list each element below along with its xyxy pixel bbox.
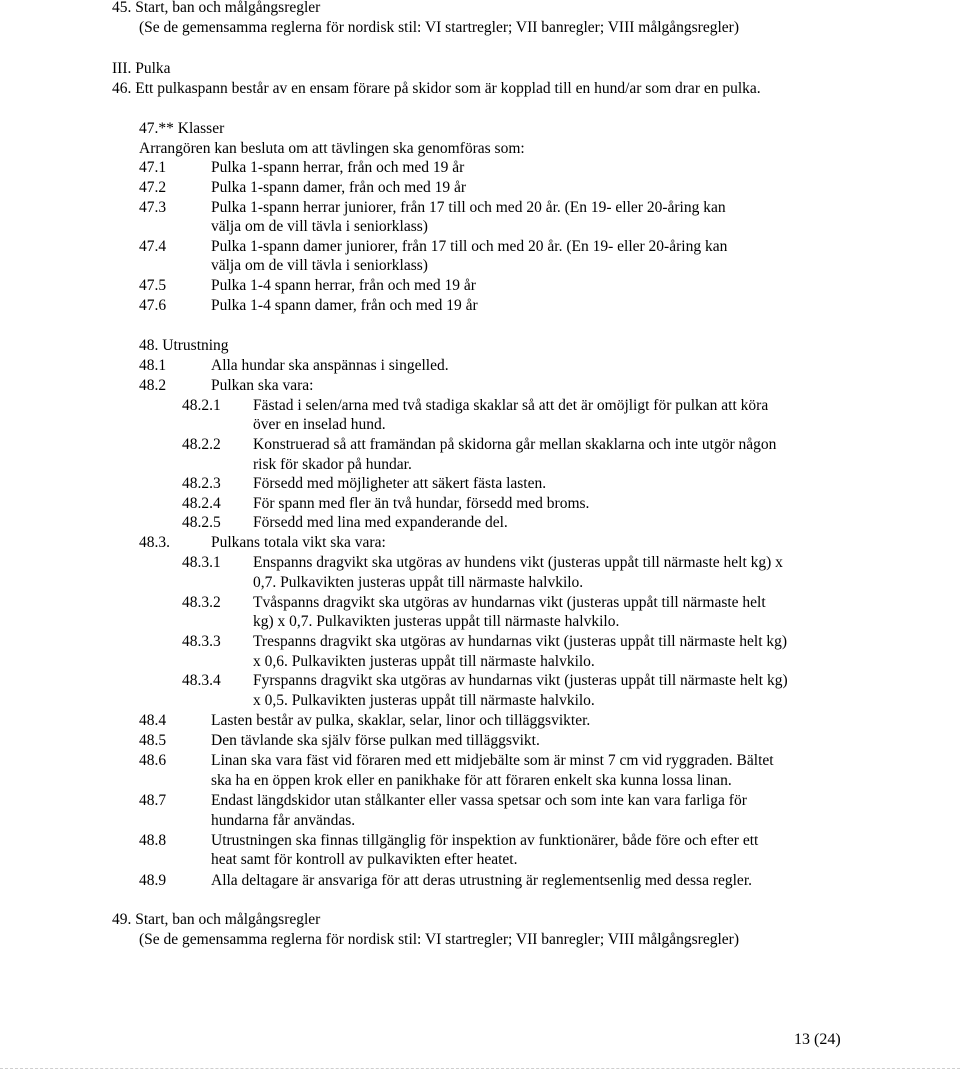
item-number: 48.2.5 xyxy=(182,514,221,531)
item-number: 47.4 xyxy=(139,238,167,255)
item-number: 48.3.3 xyxy=(182,633,221,650)
item-text: 0,7. Pulkavikten justeras uppåt till närmaste halvkilo. xyxy=(253,574,584,591)
section-47-intro: Arrangören kan besluta om att tävlingen ska genomföras som: xyxy=(139,140,525,157)
item-number: 48.2.2 xyxy=(182,436,221,453)
item-text: Pulka 1-spann herrar juniorer, från 17 till och med 20 år. (En 19- eller 20-åring kan xyxy=(211,199,726,216)
item-text: Pulka 1-4 spann damer, från och med 19 år xyxy=(211,297,478,314)
item-text: kg) x 0,7. Pulkavikten justeras uppåt till närmaste halvkilo. xyxy=(253,613,620,630)
item-text: Alla deltagare är ansvariga för att deras utrustning är reglementsenlig med dessa regler. xyxy=(211,872,752,889)
item-text: Fästad i selen/arna med två stadiga skaklar så att det är omöjligt för pulkan att köra xyxy=(253,397,769,414)
item-number: 48.2.4 xyxy=(182,495,221,512)
item-text: välja om de vill tävla i seniorklass) xyxy=(211,218,428,235)
item-text: heat samt för kontroll av pulkavikten efter heatet. xyxy=(211,851,518,868)
item-text: Trespanns dragvikt ska utgöras av hundarnas vikt (justeras uppåt till närmaste helt kg) xyxy=(253,633,788,650)
section-48-heading: 48. Utrustning xyxy=(139,337,229,354)
item-text: Pulka 1-spann damer juniorer, från 17 till och med 20 år. (En 19- eller 20-åring kan xyxy=(211,238,728,255)
item-text: Linan ska vara fäst vid föraren med ett midjebälte som är minst 7 cm vid ryggraden. Bältet xyxy=(211,752,774,769)
item-text: hundarna får användas. xyxy=(211,812,356,829)
item-number: 47.6 xyxy=(139,297,167,314)
page-bottom-divider xyxy=(0,1068,960,1069)
item-number: 48.3.2 xyxy=(182,594,221,611)
item-text: Pulka 1-spann herrar, från och med 19 år xyxy=(211,159,465,176)
item-text: Utrustningen ska finnas tillgänglig för inspektion av funktionärer, både före och efter ett xyxy=(211,832,759,849)
item-number: 48.2.1 xyxy=(182,397,221,414)
item-number: 48.4 xyxy=(139,712,167,729)
item-number: 48.2 xyxy=(139,377,167,394)
item-number: 47.5 xyxy=(139,277,167,294)
item-number: 47.1 xyxy=(139,159,167,176)
item-number: 48.1 xyxy=(139,357,167,374)
item-text: Endast längdskidor utan stålkanter eller vassa spetsar och som inte kan vara farliga för xyxy=(211,792,747,809)
item-text: Försedd med lina med expanderande del. xyxy=(253,514,508,531)
item-number: 48.7 xyxy=(139,792,167,809)
item-text: x 0,5. Pulkavikten justeras uppåt till närmaste halvkilo. xyxy=(253,692,595,709)
item-number: 48.6 xyxy=(139,752,167,769)
item-text: över en inselad hund. xyxy=(253,416,386,433)
item-text: Enspanns dragvikt ska utgöras av hundens vikt (justeras uppåt till närmaste helt kg) x xyxy=(253,554,783,571)
section-45-note: (Se de gemensamma reglerna för nordisk stil: VI startregler; VII banregler; VIII målgångsregler) xyxy=(139,19,739,36)
item-number: 48.3. xyxy=(139,534,170,551)
item-number: 48.8 xyxy=(139,832,167,849)
item-text: Pulkan ska vara: xyxy=(211,377,314,394)
item-text: risk för skador på hundar. xyxy=(253,456,412,473)
item-text: Den tävlande ska själv förse pulkan med tilläggsvikt. xyxy=(211,732,540,749)
item-text: välja om de vill tävla i seniorklass) xyxy=(211,257,428,274)
item-text: För spann med fler än två hundar, försedd med broms. xyxy=(253,495,590,512)
item-number: 47.3 xyxy=(139,199,167,216)
section-49-note: (Se de gemensamma reglerna för nordisk stil: VI startregler; VII banregler; VIII målgångsregler) xyxy=(139,931,739,948)
item-text: Lasten består av pulka, skaklar, selar, linor och tilläggsvikter. xyxy=(211,712,591,729)
item-text: Försedd med möjligheter att säkert fästa lasten. xyxy=(253,475,547,492)
section-47-heading: 47.** Klasser xyxy=(139,120,225,137)
item-text: Tvåspanns dragvikt ska utgöras av hundarnas vikt (justeras uppåt till närmaste helt xyxy=(253,594,766,611)
item-text: x 0,6. Pulkavikten justeras uppåt till närmaste halvkilo. xyxy=(253,653,595,670)
item-number: 48.9 xyxy=(139,872,167,889)
item-text: Fyrspanns dragvikt ska utgöras av hundarnas vikt (justeras uppåt till närmaste helt kg) xyxy=(253,672,788,689)
item-text: Konstruerad så att framändan på skidorna går mellan skaklarna och inte utgör någon xyxy=(253,436,777,453)
item-text: Pulkans totala vikt ska vara: xyxy=(211,534,386,551)
item-text: Pulka 1-4 spann herrar, från och med 19 år xyxy=(211,277,476,294)
section-45-heading: 45. Start, ban och målgångsregler xyxy=(112,0,321,16)
item-text: Pulka 1-spann damer, från och med 19 år xyxy=(211,179,467,196)
section-46-text: 46. Ett pulkaspann består av en ensam förare på skidor som är kopplad till en hund/ar som drar en pulka. xyxy=(112,80,761,97)
section-49-heading: 49. Start, ban och målgångsregler xyxy=(112,911,321,928)
item-number: 48.2.3 xyxy=(182,475,221,492)
page-number: 13 (24) xyxy=(794,1031,841,1048)
item-number: 48.3.4 xyxy=(182,672,221,689)
item-text: ska ha en öppen krok eller en panikhake för att föraren enkelt ska kunna lossa linan. xyxy=(211,772,732,789)
item-number: 47.2 xyxy=(139,179,167,196)
section-iii-heading: III. Pulka xyxy=(112,60,171,77)
item-text: Alla hundar ska anspännas i singelled. xyxy=(211,357,449,374)
item-number: 48.5 xyxy=(139,732,167,749)
item-number: 48.3.1 xyxy=(182,554,221,571)
